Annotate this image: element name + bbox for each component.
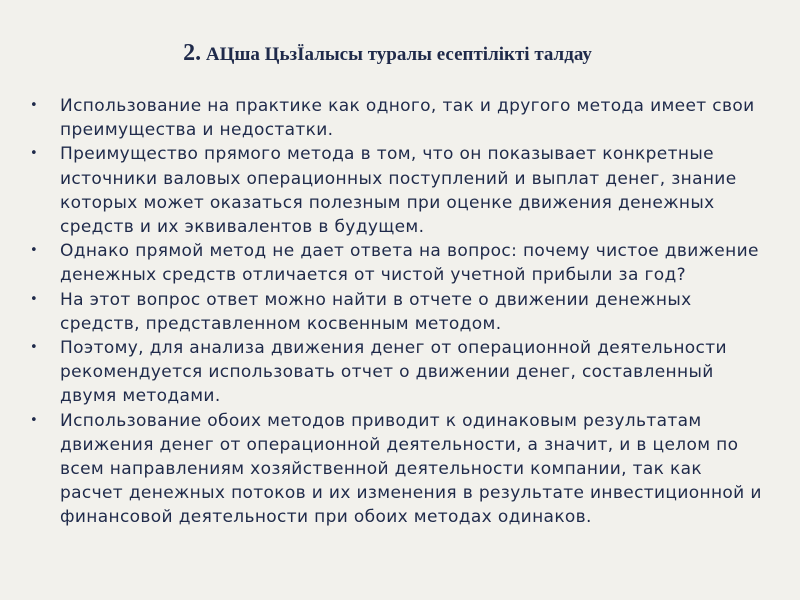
bullet-item [30,94,765,142]
bullet-item [30,142,765,239]
bullet-marker: • [30,340,39,356]
bullet-text: Поэтому, для анализа движения денег от операционной деятельности рекомендуется использовать отчет о движении денег, составленный двумя методами. [60,338,727,407]
bullet-marker: • [30,98,39,113]
slide-title-number: 2. [183,40,202,66]
bullet-text: Использование обоих методов приводит к одинаковым результатам движения денег от операционной деятельности, а значит, и в целом по всем направлениям хозяйственной деятельности компании, так как расчет денежных потоков и их изменения в результате инвестиционной и финансовой деятельности при обоих методах одинаков. [60,410,762,528]
bullet-marker: • [30,243,39,259]
slide-title [0,40,775,67]
slide-title-text: АЦша ЦьзЇалысы туралы есептілікті талдау [205,44,592,65]
bullet-text: Преимущество прямого метода в том, что он показывает конкретные источники валовых операционных поступлений и выплат денег, знание которых может оказаться полезным при оценке движения денежных средств и их эквивалентов в будущем. [60,144,737,238]
bullet-text: На этот вопрос ответ можно найти в отчете о движении денежных средств, представленном косвенным методом. [60,289,692,334]
bullet-item [30,239,765,287]
bullet-item [30,409,765,530]
bullet-list [30,94,765,530]
bullet-text: Однако прямой метод не дает ответа на вопрос: почему чистое движение денежных средств отличается от чистой учетной прибыли за год? [60,241,759,286]
bullet-item [30,288,765,336]
bullet-marker: • [30,291,39,307]
bullet-text: Использование на практике как одного, так и другого метода имеет свои преимущества и недостатки. [60,96,755,141]
bullet-marker: • [30,412,39,428]
bullet-marker: • [30,146,39,162]
bullet-item [30,336,765,409]
